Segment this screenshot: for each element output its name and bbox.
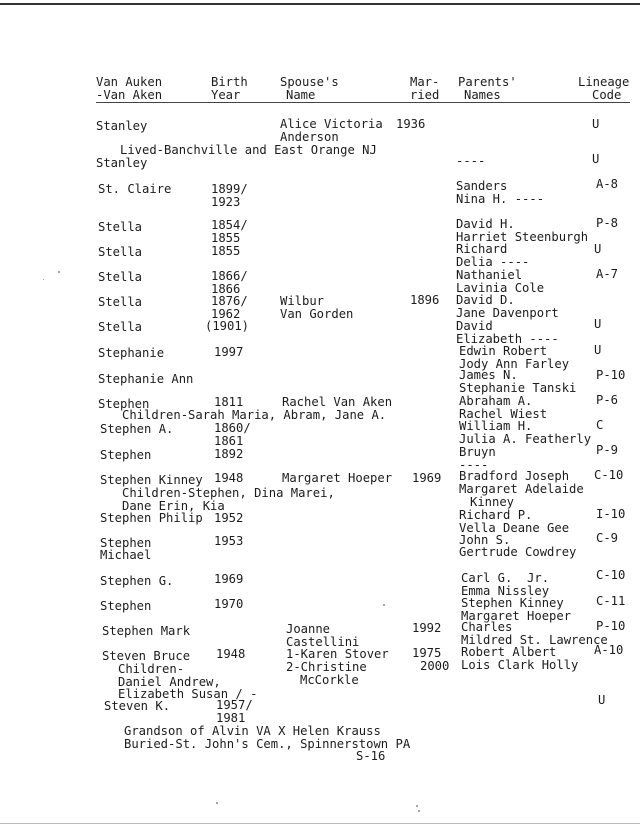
entry-note: Dane Erin, Kia xyxy=(122,499,225,513)
entry-married: 1936 xyxy=(396,117,426,131)
entry-birth: 1860/ xyxy=(214,421,251,435)
entry-parent: ---- xyxy=(456,154,486,168)
entry-note: Elizabeth Susan / - xyxy=(118,687,258,701)
entry-note: Children-Stephen, Dina Marei, xyxy=(122,486,335,500)
header-married: Mar- xyxy=(410,75,440,89)
entry-name: St. Claire xyxy=(98,182,172,196)
header-underline xyxy=(96,102,630,103)
entry-code: A-10 xyxy=(594,643,624,657)
bottom-edge-rule xyxy=(0,823,640,824)
entry-name: Stella xyxy=(98,220,143,234)
entry-note: Buried-St. John's Cem., Spinnerstown PA xyxy=(124,737,411,751)
entry-code: P-6 xyxy=(596,393,619,407)
entry-spouse: Rachel Van Aken xyxy=(282,395,393,409)
entry-code: I-10 xyxy=(596,507,626,521)
entry-married: 1992 xyxy=(412,621,442,635)
entry-birth-cont: 1923 xyxy=(211,195,241,209)
entry-parent-cont: Gertrude Cowdrey xyxy=(459,545,577,559)
entry-spouse-cont: Anderson xyxy=(280,130,339,144)
entry-parent: Carl G. Jr. xyxy=(461,571,550,585)
entry-note: Children-Sarah Maria, Abram, Jane A. xyxy=(122,408,387,422)
entry-name: Steven K. xyxy=(104,699,171,713)
entry-code: U xyxy=(592,152,600,166)
entry-spouse: 1-Karen Stover xyxy=(286,647,389,661)
entry-spouse-cont: Van Gorden xyxy=(280,307,354,321)
header-spouse: Spouse's xyxy=(280,75,339,89)
entry-birth: 1948 xyxy=(214,471,244,485)
entry-note: Children- xyxy=(118,662,185,676)
scan-speck xyxy=(43,279,44,280)
entry-spouse-cont: 2-Christine xyxy=(286,660,367,674)
entry-parent-cont: Harriet Steenburgh xyxy=(456,230,589,244)
entry-parent-cont: Margaret Hoeper xyxy=(461,609,572,623)
entry-code: C-10 xyxy=(596,568,626,582)
entry-birth: 1855 xyxy=(211,244,241,258)
entry-name: Stella xyxy=(98,320,143,334)
entry-spouse: Alice Victoria xyxy=(280,117,383,131)
entry-code: P-9 xyxy=(596,443,619,457)
entry-parent: James N. xyxy=(459,368,518,382)
entry-married-cont: 2000 xyxy=(420,659,450,673)
entry-parent: Edwin Robert xyxy=(459,344,548,358)
entry-name: Stephen Philip xyxy=(100,511,203,525)
entry-birth: 1876/ xyxy=(211,294,248,308)
entry-parent: William H. xyxy=(459,419,533,433)
header-spouse-name: Name xyxy=(286,88,316,102)
entry-birth-cont: 1855 xyxy=(211,231,241,245)
entry-code: C-9 xyxy=(596,531,619,545)
scan-speck xyxy=(216,802,218,804)
scan-speck xyxy=(416,805,418,807)
entry-code: P-10 xyxy=(596,368,626,382)
entry-parent-cont: Margaret Adelaide xyxy=(459,482,584,496)
entry-birth: 1953 xyxy=(214,534,244,548)
entry-name: Stella xyxy=(98,295,143,309)
entry-parent: Bradford Joseph xyxy=(459,469,570,483)
entry-birth: 1866/ xyxy=(211,269,248,283)
entry-name: Stanley xyxy=(96,156,148,170)
entry-code: U xyxy=(598,693,606,707)
entry-parent-cont: Vella Deane Gee xyxy=(459,521,570,535)
entry-code: C-11 xyxy=(596,594,626,608)
entry-parent-cont: Elizabeth ---- xyxy=(456,332,559,346)
entry-parent: Richard xyxy=(456,242,508,256)
entry-parent-cont: Julia A. Featherly xyxy=(459,432,592,446)
entry-name: Stella xyxy=(98,245,143,259)
entry-parent: Stephen Kinney xyxy=(461,596,564,610)
entry-name: Stephen xyxy=(98,397,150,411)
entry-birth-cont: 1981 xyxy=(216,711,246,725)
entry-married: 1969 xyxy=(412,471,442,485)
header-parents: Parents' xyxy=(458,75,517,89)
entry-parent: John S. xyxy=(459,533,511,547)
entry-code: A-8 xyxy=(596,177,619,191)
header-birth: Birth xyxy=(211,75,248,89)
entry-parent: Nathaniel xyxy=(456,268,523,282)
entry-birth: 1970 xyxy=(214,597,244,611)
entry-parent: Abraham A. xyxy=(459,394,533,408)
entry-code: U xyxy=(594,242,602,256)
entry-parent: Robert Albert xyxy=(461,645,557,659)
entry-parent: Bruyn xyxy=(459,445,496,459)
entry-parent-cont: Nina H. ---- xyxy=(456,192,545,206)
scan-speck xyxy=(58,271,60,273)
entry-parent-cont: Mildred St. Lawrence xyxy=(461,633,608,647)
entry-married: 1975 xyxy=(412,646,442,660)
entry-spouse: Joanne xyxy=(286,622,331,636)
entry-name: Stella xyxy=(98,270,143,284)
entry-name: Stephen xyxy=(100,599,152,613)
entry-code: U xyxy=(594,343,602,357)
scan-speck xyxy=(383,604,385,606)
entry-parent-cont: Stephanie Tanski xyxy=(459,381,577,395)
entry-birth: 1892 xyxy=(214,447,244,461)
entry-parent: David xyxy=(456,319,493,333)
entry-parent-cont: Rachel Wiest xyxy=(459,407,548,421)
entry-birth: 1969 xyxy=(214,572,244,586)
entry-parent-cont: Kinney xyxy=(470,495,515,509)
entry-birth: 1854/ xyxy=(211,218,248,232)
entry-birth: (1901) xyxy=(205,319,250,333)
entry-name: Stephen G. xyxy=(100,574,174,588)
header-lineage-code: Code xyxy=(592,89,622,102)
entry-name: Stephanie Ann xyxy=(98,372,194,386)
entry-code: P-8 xyxy=(596,216,619,230)
entry-birth-cont: 1866 xyxy=(211,282,241,296)
entry-parent-cont: ---- xyxy=(459,458,489,472)
header-year: Year xyxy=(211,88,241,102)
entry-name: Stephen Kinney xyxy=(100,473,203,487)
entry-birth: 1811 xyxy=(214,395,244,409)
entry-code: A-7 xyxy=(596,267,619,281)
entry-parent: Sanders xyxy=(456,179,508,193)
entry-name: Stephanie xyxy=(98,346,165,360)
entry-spouse: Wilbur xyxy=(280,294,325,308)
entry-parent: David H. xyxy=(456,217,515,231)
entry-code: P-10 xyxy=(596,619,626,633)
entry-parent-cont: Jane Davenport xyxy=(456,306,559,320)
entry-birth: 1899/ xyxy=(211,182,248,196)
entry-parent: Charles xyxy=(461,620,513,634)
entry-code: U xyxy=(592,117,600,131)
entry-code: C-10 xyxy=(594,468,624,482)
entry-note: Lived-Banchville and East Orange NJ xyxy=(120,143,377,157)
header-lineage: Lineage xyxy=(578,75,630,89)
entry-parent: David D. xyxy=(456,293,515,307)
entry-name: Steven Bruce xyxy=(102,649,191,663)
entry-note: Daniel Andrew, xyxy=(118,675,221,689)
entry-parent: Richard P. xyxy=(459,508,533,522)
entry-birth: 1948 xyxy=(216,647,246,661)
entry-birth: 1957/ xyxy=(216,698,253,712)
entry-birth: 1997 xyxy=(214,345,244,359)
entry-name-cont: Michael xyxy=(100,548,152,562)
entry-name: Stephen A. xyxy=(100,422,174,436)
entry-parent-cont: Lois Clark Holly xyxy=(461,658,579,672)
header-surname: Van Auken xyxy=(96,75,163,89)
header-married-2: ried xyxy=(410,88,440,102)
header-parents-names: Names xyxy=(464,88,501,102)
entry-spouse-cont: Castellini xyxy=(286,635,360,649)
scan-speck xyxy=(418,810,420,812)
entry-name: Stephen Mark xyxy=(102,624,191,638)
entry-code: U xyxy=(594,317,602,331)
entry-parent-cont: Delia ---- xyxy=(456,255,530,269)
entry-spouse: Margaret Hoeper xyxy=(282,471,393,485)
entry-note: Grandson of Alvin VA X Helen Krauss xyxy=(124,724,381,738)
entry-name: Stephen xyxy=(100,536,152,550)
entry-parent-cont: Emma Nissley xyxy=(461,584,550,598)
entry-spouse-cont: McCorkle xyxy=(300,673,359,687)
entry-birth: 1952 xyxy=(214,511,244,525)
entry-parent-cont: Jody Ann Farley xyxy=(459,357,570,371)
entry-code: C xyxy=(596,418,604,432)
entry-name: Stanley xyxy=(96,119,148,133)
entry-name: Stephen xyxy=(100,448,152,462)
entry-birth-cont: 1962 xyxy=(211,307,241,321)
top-edge-rule xyxy=(0,3,640,5)
header-surname-alt: -Van Aken xyxy=(96,88,163,102)
page-number: S-16 xyxy=(356,749,386,763)
entry-married: 1896 xyxy=(410,293,440,307)
entry-parent-cont: Lavinia Cole xyxy=(456,281,545,295)
entry-birth-cont: 1861 xyxy=(214,434,244,448)
